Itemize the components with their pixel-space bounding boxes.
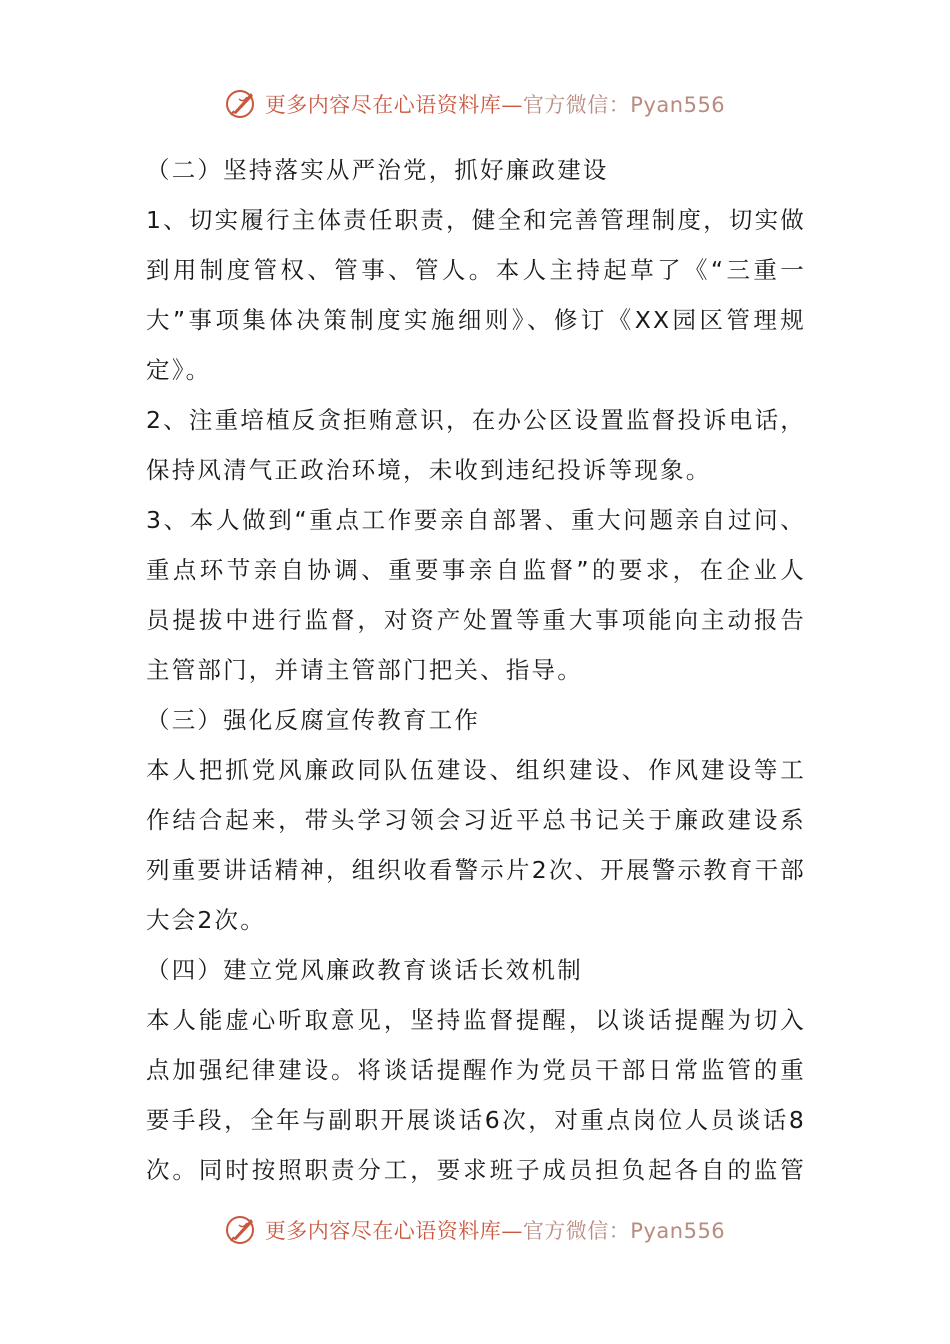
watermark-label: 更多内容尽在心语资料库 xyxy=(264,93,502,117)
watermark-separator: — xyxy=(501,1219,523,1243)
quill-pen-icon xyxy=(225,1213,259,1247)
paragraph-line: 2、注重培植反贪拒贿意识，在办公区设置监督投诉电话， xyxy=(146,406,806,434)
paragraph-line: 点加强纪律建设。将谈话提醒作为党员干部日常监管的重 xyxy=(146,1056,806,1084)
footer-watermark xyxy=(0,1210,950,1250)
paragraph-line: 定》。 xyxy=(146,356,212,384)
paragraph-line: 要手段，全年与副职开展谈话6次，对重点岗位人员谈话8 xyxy=(146,1106,806,1134)
watermark-label: 更多内容尽在心语资料库 xyxy=(264,1219,502,1243)
paragraph-line: 主管部门，并请主管部门把关、指导。 xyxy=(146,656,583,684)
paragraph-line: 1、切实履行主体责任职责，健全和完善管理制度，切实做 xyxy=(146,206,806,234)
section-heading: （四）建立党风廉政教育谈话长效机制 xyxy=(146,956,583,984)
watermark-separator: — xyxy=(501,93,523,117)
paragraph-line: 员提拔中进行监督，对资产处置等重大事项能向主动报告 xyxy=(146,606,806,634)
watermark-group xyxy=(225,87,725,121)
watermark-contact: 官方微信：Pyan556 xyxy=(522,1219,726,1243)
paragraph-line: 本人把抓党风廉政同队伍建设、组织建设、作风建设等工 xyxy=(146,756,806,784)
paragraph-line: 次。同时按照职责分工，要求班子成员担负起各自的监管 xyxy=(146,1156,806,1184)
paragraph-line: 重点环节亲自协调、重要事亲自监督”的要求，在企业人 xyxy=(146,556,806,584)
quill-pen-icon xyxy=(225,87,259,121)
paragraph-line: 到用制度管权、管事、管人。本人主持起草了《“三重一 xyxy=(146,256,806,284)
paragraph-line: 列重要讲话精神，组织收看警示片2次、开展警示教育干部 xyxy=(146,856,806,884)
paragraph-line: 大”事项集体决策制度实施细则》、修订《XX园区管理规 xyxy=(146,306,806,334)
watermark-text xyxy=(265,1215,725,1245)
paragraph-line: 作结合起来，带头学习领会习近平总书记关于廉政建设系 xyxy=(146,806,806,834)
paragraph-line: 3、本人做到“重点工作要亲自部署、重大问题亲自过问、 xyxy=(146,506,806,534)
paragraph-line: 大会2次。 xyxy=(146,906,266,934)
paragraph-line: 本人能虚心听取意见，坚持监督提醒，以谈话提醒为切入 xyxy=(146,1006,806,1034)
section-heading: （二）坚持落实从严治党，抓好廉政建设 xyxy=(146,156,609,184)
watermark-group xyxy=(225,1213,725,1247)
document-body xyxy=(146,145,806,1195)
header-watermark xyxy=(0,84,950,124)
watermark-contact: 官方微信：Pyan556 xyxy=(522,93,726,117)
watermark-text xyxy=(265,89,725,119)
section-heading: （三）强化反腐宣传教育工作 xyxy=(146,706,481,734)
paragraph-line: 保持风清气正政治环境，未收到违纪投诉等现象。 xyxy=(146,456,712,484)
